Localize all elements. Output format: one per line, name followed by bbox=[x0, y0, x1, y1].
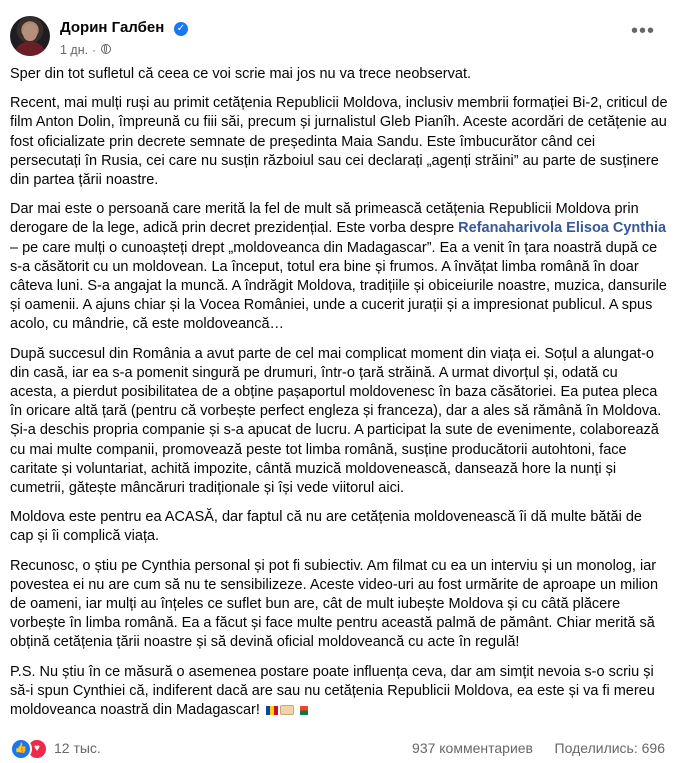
verified-badge-icon: ✓ bbox=[174, 22, 188, 36]
globe-icon[interactable] bbox=[101, 44, 111, 54]
madagascar-flag-icon bbox=[296, 706, 308, 715]
moldova-flag-icon bbox=[266, 706, 278, 715]
p7-text: P.S. Nu știu în ce măsură o asemenea postare poate influența ceva, dar am simțit nevoia s-o scriu și să-i spun Cynthiei că, indiferent dacă are sau nu cetățenia Republicii Moldova, ea este și va fi mereu moldoveanca noastră din Madagascar! bbox=[10, 663, 655, 719]
p3-text-before: Dar mai este o persoană care merită la fel de mult să primească cetățenia Republicii Moldova prin derogare de la lege, adică prin decret prezidențial. Este vorba despre bbox=[10, 201, 639, 237]
author-avatar[interactable] bbox=[10, 16, 50, 56]
post-paragraph-7 bbox=[10, 663, 668, 721]
love-glyph: ♥ bbox=[34, 743, 40, 754]
comments-count[interactable]: 937 комментариев bbox=[412, 740, 533, 756]
mention-link[interactable]: Refanaharivola Elisoa Cynthia bbox=[458, 220, 667, 237]
like-reaction-icon[interactable] bbox=[10, 738, 32, 760]
shares-count[interactable]: Поделились: 696 bbox=[554, 740, 665, 756]
more-options-button[interactable]: ••• bbox=[630, 20, 655, 42]
post-footer bbox=[10, 736, 665, 760]
post-body bbox=[10, 65, 668, 730]
reaction-count[interactable]: 12 тыс. bbox=[54, 740, 101, 756]
post-paragraph-5: Moldova este pentru ea ACASĂ, dar faptul că nu are cetățenia moldovenească îi dă multe bătăi de cap și îi complică viața. bbox=[10, 509, 642, 545]
post-paragraph-4: După succesul din România a avut parte de cel mai complicat moment din viața ei. Soțul a alungat-o din casă, iar ea s-a pomenit singură pe drumuri, într-o țară străină. A urmat divorțul și, odată cu acesta, a pierdut posibilitatea de a obține pașaportul moldovenesc în baza căsătoriei. Ea putea pleca în oricare altă țară (pentru că vorbește perfect engleza și franceza), dar a ales să rămână în Moldova. Și-a deschis propria companie și s-a apucat de lucru. A participat la sute de evenimente, colaborează cu mai multe companii, promovează peste tot limba română, susține producătorii autohtoni, face caritate și voluntariat, achită impozite, cântă muzică moldovenească, dansează hore la nunți și cumetrii, gătește mâncăruri tradiționale și își vede viitorul aici. bbox=[10, 345, 662, 497]
post-paragraph-6: Recunosc, o știu pe Cynthia personal și pot fi subiectiv. Am filmat cu ea un interviu și un monolog, iar povestea ei nu are cum să nu te sensibilizeze. Aceste video-uri au fost urmărite de aproape un milion de oameni, iar mulți au înțeles ce suflet bun are, cât de mult iubește Moldova și cu câtă plăcere vorbește în limba română. Ea a făcut și face multe pentru această palmă de pământ. Chiar merită să obțină cetățenia țării noastre și să devină oficial moldoveancă cu acte în regulă! bbox=[10, 557, 659, 651]
post-timestamp[interactable]: 1 дн. bbox=[60, 43, 89, 57]
author-name-link[interactable]: Дорин Галбен bbox=[60, 19, 165, 36]
p3-text-after: – pe care mulți o cunoașteți drept „moldoveanca din Madagascar”. Ea a venit în țara noastră după ce s-a căsătorit cu un moldovean. La început, totul era bine și frumos. A învățat limba română în doar câteva luni. S-a angajat la muncă. A îndrăgit Moldova, tradițiile și obiceiurile noastre, muzica, dansurile și oamenii. A ajuns chiar și la Vocea României, unde a cucerit jurații și a impresionat publicul. A spus acolo, cu mândrie, că este moldoveancă… bbox=[10, 239, 667, 333]
like-glyph: 👍 bbox=[14, 743, 28, 754]
handshake-icon bbox=[280, 705, 294, 715]
avatar-body bbox=[16, 42, 44, 56]
post-header bbox=[10, 10, 665, 62]
post-paragraph-1: Sper din tot sufletul că ceea ce voi scrie mai jos nu va trece neobservat. bbox=[10, 66, 472, 82]
time-separator: · bbox=[92, 43, 96, 57]
avatar-face bbox=[23, 24, 37, 41]
post-paragraph-2: Recent, mai mulți ruși au primit cetățenia Republicii Moldova, inclusiv membrii formației Bi-2, criticul de film Anton Dolin, împreună cu fiii săi, precum și jurnalistul Gleb Pianîh. Aceste acordări de cetățenie au fost oficializate prin decrete semnate de președinta Maia Sandu. Este îmbucurător când cei persecutați în Rusia, cei care nu susțin războiul sau cei declarați „agenți străini” au parte de susținere din partea țării noastre. bbox=[10, 95, 668, 189]
post-paragraph-3 bbox=[10, 200, 668, 334]
